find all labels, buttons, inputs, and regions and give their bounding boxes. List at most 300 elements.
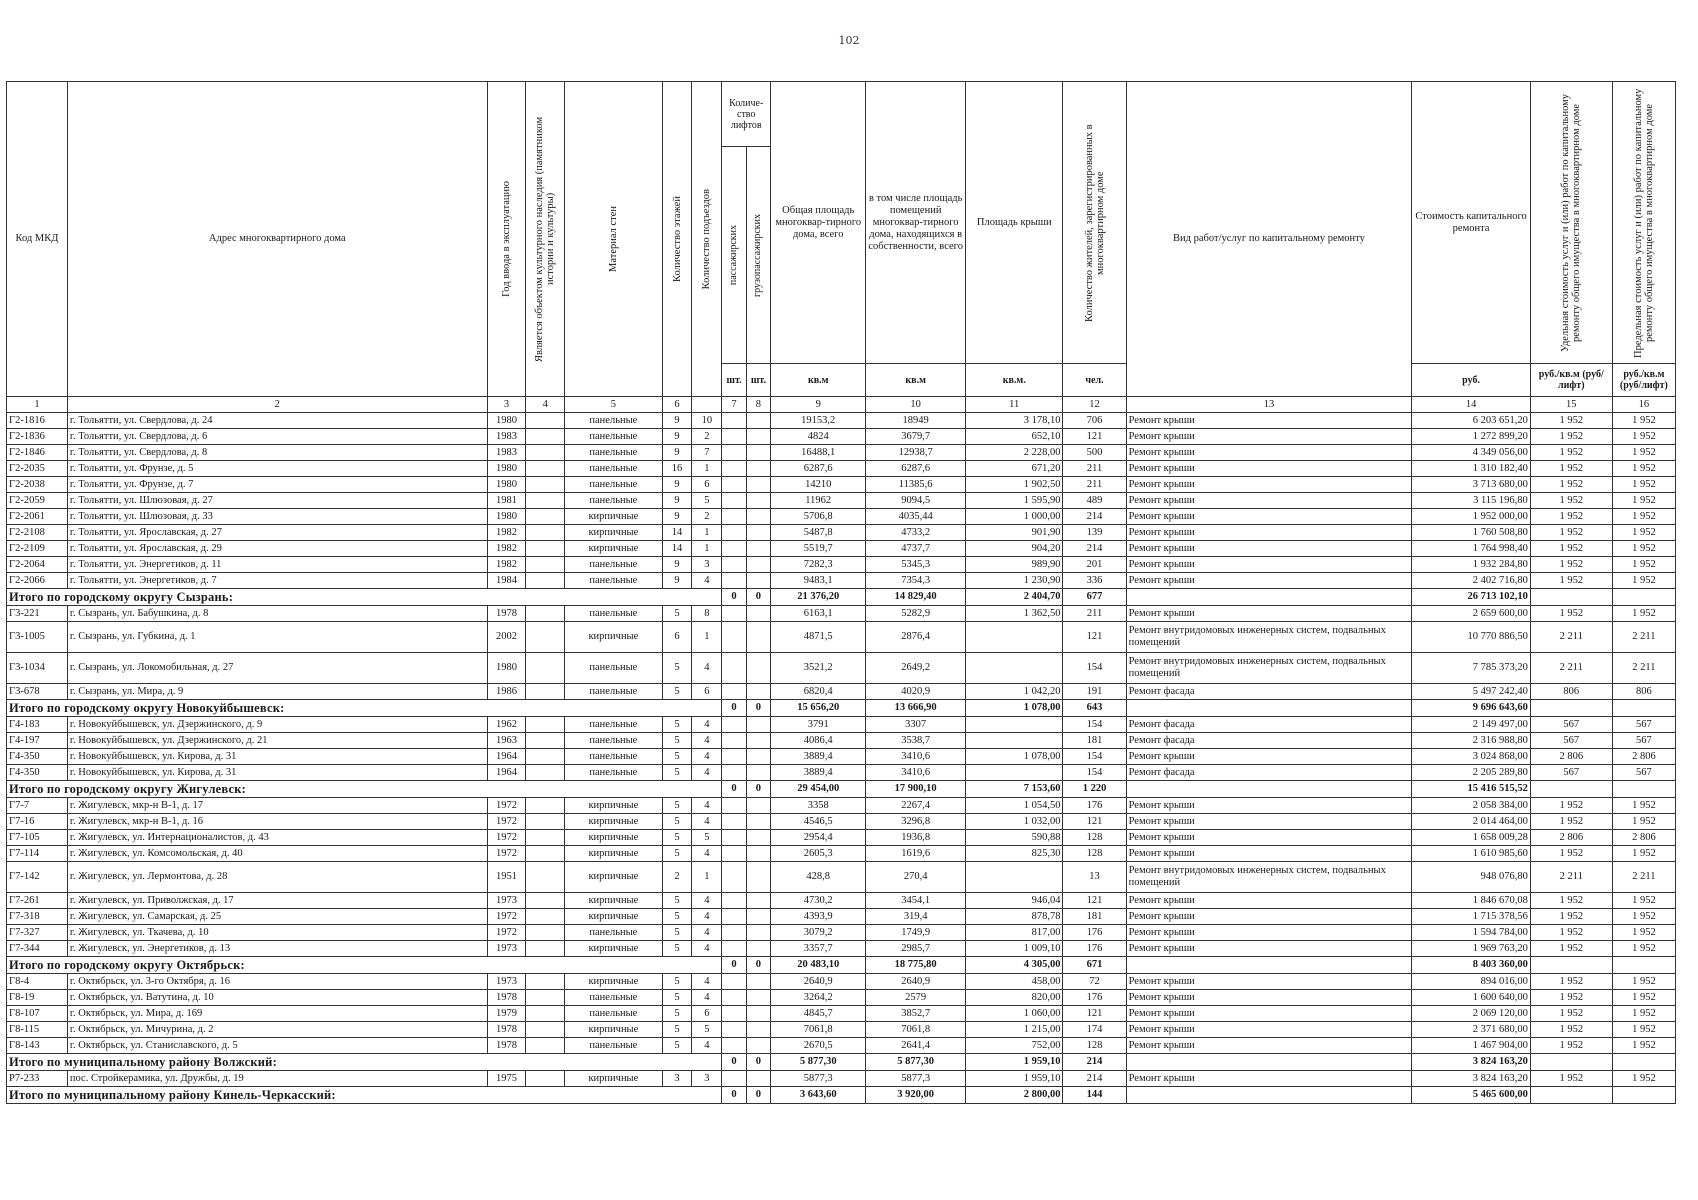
table-cell: 7 785 373,20	[1412, 653, 1531, 684]
table-cell: Г2-1836	[7, 429, 68, 445]
table-cell: Г8-115	[7, 1022, 68, 1038]
table-cell: Г2-2035	[7, 461, 68, 477]
table-cell: Г3-221	[7, 606, 68, 622]
table-cell: 3 178,10	[966, 413, 1063, 429]
table-cell: 1972	[487, 909, 526, 925]
table-cell	[722, 990, 746, 1006]
table-row	[7, 653, 1676, 684]
header-roof-area: Площадь крыши	[966, 82, 1063, 364]
table-cell: 1 060,00	[966, 1006, 1063, 1022]
table-cell: 1 054,50	[966, 798, 1063, 814]
table-cell	[526, 717, 565, 733]
table-cell: 4020,9	[866, 684, 966, 700]
table-cell: Ремонт крыши	[1126, 814, 1412, 830]
subtotal-cell: 677	[1063, 589, 1126, 606]
table-cell: 214	[1063, 1071, 1126, 1087]
table-cell: Ремонт крыши	[1126, 525, 1412, 541]
table-row	[7, 684, 1676, 700]
column-number: 10	[866, 397, 966, 413]
table-cell: 4	[692, 573, 722, 589]
table-cell: панельные	[565, 1038, 662, 1054]
table-cell	[526, 941, 565, 957]
table-cell: 128	[1063, 830, 1126, 846]
table-cell	[722, 573, 746, 589]
table-cell: 1 310 182,40	[1412, 461, 1531, 477]
table-cell: 3454,1	[866, 893, 966, 909]
table-cell	[722, 909, 746, 925]
subtotal-cell: 14 829,40	[866, 589, 966, 606]
table-cell	[722, 509, 746, 525]
subtotal-cell	[1530, 957, 1612, 974]
table-cell: 3296,8	[866, 814, 966, 830]
table-cell	[722, 1038, 746, 1054]
table-cell: 336	[1063, 573, 1126, 589]
subtotal-cell: 5 877,30	[866, 1054, 966, 1071]
table-cell: 5282,9	[866, 606, 966, 622]
table-row	[7, 573, 1676, 589]
table-cell: 5	[662, 1022, 692, 1038]
table-cell	[722, 862, 746, 893]
header-max-cost: Предельная стоимость услуг и (или) работ по капитальному ремонту общего имущества в многоквартирном доме	[1612, 82, 1675, 364]
table-cell: 1 952	[1612, 893, 1675, 909]
table-cell: 1980	[487, 653, 526, 684]
table-cell: г. Тольятти, ул. Свердлова, д. 8	[67, 445, 487, 461]
table-cell	[722, 814, 746, 830]
table-cell: 5	[662, 830, 692, 846]
table-cell: 1 969 763,20	[1412, 941, 1531, 957]
table-cell: 948 076,80	[1412, 862, 1531, 893]
table-cell: 2 211	[1530, 862, 1612, 893]
header-work-type: Вид работ/услуг по капитальному ремонту	[1126, 82, 1412, 397]
unit-people: чел.	[1063, 364, 1126, 397]
table-cell	[966, 733, 1063, 749]
table-cell: г. Новокуйбышевск, ул. Кирова, д. 31	[67, 749, 487, 765]
table-row	[7, 1071, 1676, 1087]
table-cell: 7354,3	[866, 573, 966, 589]
subtotal-cell: 214	[1063, 1054, 1126, 1071]
table-cell: 14	[662, 525, 692, 541]
table-cell: 1980	[487, 509, 526, 525]
table-cell: г. Жигулевск, ул. Лермонтова, д. 28	[67, 862, 487, 893]
table-cell: 1 952	[1530, 557, 1612, 573]
table-cell: 1 952	[1612, 1038, 1675, 1054]
subtotal-cell: 2 404,70	[966, 589, 1063, 606]
table-cell	[722, 1006, 746, 1022]
table-cell: 3791	[771, 717, 866, 733]
table-cell: 3 824 163,20	[1412, 1071, 1531, 1087]
table-cell: 9483,1	[771, 573, 866, 589]
table-cell: г. Тольятти, ул. Свердлова, д. 24	[67, 413, 487, 429]
table-cell	[526, 974, 565, 990]
table-cell: Г4-183	[7, 717, 68, 733]
subtotal-cell: 643	[1063, 700, 1126, 717]
table-cell: 174	[1063, 1022, 1126, 1038]
table-cell: 1973	[487, 893, 526, 909]
table-cell: 1972	[487, 798, 526, 814]
table-row	[7, 909, 1676, 925]
table-cell: Ремонт крыши	[1126, 1006, 1412, 1022]
table-cell: г. Тольятти, ул. Ярославская, д. 29	[67, 541, 487, 557]
table-cell: 3 713 680,00	[1412, 477, 1531, 493]
table-cell	[746, 909, 770, 925]
table-cell: кирпичные	[565, 814, 662, 830]
table-cell: 1 952	[1612, 974, 1675, 990]
table-cell	[722, 941, 746, 957]
table-cell: 1 230,90	[966, 573, 1063, 589]
table-cell: Ремонт крыши	[1126, 909, 1412, 925]
table-cell: 1962	[487, 717, 526, 733]
subtotal-cell: 0	[746, 589, 770, 606]
table-cell	[722, 798, 746, 814]
table-cell: Г7-318	[7, 909, 68, 925]
table-cell: 1 952	[1612, 606, 1675, 622]
table-cell: 211	[1063, 477, 1126, 493]
table-cell: 1 952	[1612, 541, 1675, 557]
table-cell	[526, 990, 565, 1006]
table-cell: Г7-7	[7, 798, 68, 814]
table-cell: 752,00	[966, 1038, 1063, 1054]
table-cell: 5487,8	[771, 525, 866, 541]
table-cell: 5	[662, 653, 692, 684]
table-cell: 2 211	[1612, 862, 1675, 893]
table-cell: 1 952	[1530, 798, 1612, 814]
table-cell: 4737,7	[866, 541, 966, 557]
table-cell: 2876,4	[866, 622, 966, 653]
table-cell: Ремонт крыши	[1126, 541, 1412, 557]
table-cell: 5	[662, 684, 692, 700]
table-cell	[746, 525, 770, 541]
subtotal-cell: 4 305,00	[966, 957, 1063, 974]
table-cell	[722, 684, 746, 700]
table-cell: 319,4	[866, 909, 966, 925]
table-row	[7, 814, 1676, 830]
table-row	[7, 413, 1676, 429]
table-cell	[746, 1006, 770, 1022]
table-cell: г. Тольятти, ул. Свердлова, д. 6	[67, 429, 487, 445]
table-cell: Ремонт крыши	[1126, 798, 1412, 814]
table-cell: 1 846 670,08	[1412, 893, 1531, 909]
table-cell: г. Жигулевск, ул. Приволжская, д. 17	[67, 893, 487, 909]
table-cell: 2 205 289,80	[1412, 765, 1531, 781]
table-cell: 4871,5	[771, 622, 866, 653]
table-cell	[722, 1071, 746, 1087]
table-cell	[966, 717, 1063, 733]
table-cell: 1978	[487, 1022, 526, 1038]
table-cell: 72	[1063, 974, 1126, 990]
subtotal-label: Итого по городскому округу Жигулевск:	[7, 781, 722, 798]
table-cell: панельные	[565, 1006, 662, 1022]
table-cell: 9	[662, 509, 692, 525]
table-cell: 1 009,10	[966, 941, 1063, 957]
table-cell: г. Октябрьск, ул. Станиславского, д. 5	[67, 1038, 487, 1054]
table-cell	[746, 733, 770, 749]
table-row	[7, 461, 1676, 477]
table-cell: 428,8	[771, 862, 866, 893]
table-cell: 4730,2	[771, 893, 866, 909]
header-lift-cargo: грузопассажирских	[752, 213, 764, 297]
subtotal-cell: 18 775,80	[866, 957, 966, 974]
table-cell: 2670,5	[771, 1038, 866, 1054]
table-cell: 1 000,00	[966, 509, 1063, 525]
table-cell: Г8-107	[7, 1006, 68, 1022]
table-cell: 211	[1063, 606, 1126, 622]
table-cell: 121	[1063, 814, 1126, 830]
table-cell: 7282,3	[771, 557, 866, 573]
table-cell: Ремонт фасада	[1126, 765, 1412, 781]
table-cell	[722, 493, 746, 509]
subtotal-cell: 3 920,00	[866, 1087, 966, 1104]
table-cell	[746, 429, 770, 445]
table-cell	[526, 846, 565, 862]
table-cell: 1 715 378,56	[1412, 909, 1531, 925]
unit-rate-15: руб./кв.м (руб/лифт)	[1530, 364, 1612, 397]
table-cell: 11385,6	[866, 477, 966, 493]
table-cell: кирпичные	[565, 798, 662, 814]
table-cell: 2 211	[1612, 622, 1675, 653]
table-cell: 2 806	[1530, 830, 1612, 846]
table-cell: 3264,2	[771, 990, 866, 1006]
table-cell: 2 806	[1530, 749, 1612, 765]
table-cell: 1 362,50	[966, 606, 1063, 622]
column-number: 9	[771, 397, 866, 413]
table-cell	[526, 1071, 565, 1087]
table-cell	[966, 622, 1063, 653]
table-cell	[746, 509, 770, 525]
table-cell: 3889,4	[771, 765, 866, 781]
table-cell: 2 211	[1612, 653, 1675, 684]
table-cell: Г7-344	[7, 941, 68, 957]
table-cell: кирпичные	[565, 509, 662, 525]
subtotal-cell	[1126, 589, 1412, 606]
table-cell: 3410,6	[866, 749, 966, 765]
table-cell	[746, 717, 770, 733]
table-cell: 4	[692, 846, 722, 862]
table-cell: 13	[1063, 862, 1126, 893]
table-cell	[722, 541, 746, 557]
table-cell: 1 952	[1612, 429, 1675, 445]
table-cell: 5	[662, 717, 692, 733]
header-wall: Материал стен	[565, 82, 662, 397]
table-cell: 567	[1612, 717, 1675, 733]
column-number: 8	[746, 397, 770, 413]
table-cell	[526, 749, 565, 765]
table-cell: 878,78	[966, 909, 1063, 925]
table-cell: 9	[662, 477, 692, 493]
table-cell	[526, 557, 565, 573]
table-cell: 1 959,10	[966, 1071, 1063, 1087]
table-cell: Г2-1816	[7, 413, 68, 429]
table-cell: 4546,5	[771, 814, 866, 830]
table-cell: панельные	[565, 429, 662, 445]
subtotal-cell: 20 483,10	[771, 957, 866, 974]
table-cell: 2 371 680,00	[1412, 1022, 1531, 1038]
subtotal-cell	[1126, 781, 1412, 798]
column-number: 4	[526, 397, 565, 413]
table-cell: 3307	[866, 717, 966, 733]
table-cell: кирпичные	[565, 893, 662, 909]
unit-area-11: кв.м.	[966, 364, 1063, 397]
table-cell: Ремонт внутридомовых инженерных систем, подвальных помещений	[1126, 653, 1412, 684]
table-cell: 1 952	[1612, 445, 1675, 461]
table-cell: г. Жигулевск, мкр-н В-1, д. 16	[67, 814, 487, 830]
table-cell	[746, 653, 770, 684]
table-cell: 6163,1	[771, 606, 866, 622]
table-cell: 1 952	[1530, 846, 1612, 862]
table-cell	[746, 814, 770, 830]
table-cell: 139	[1063, 525, 1126, 541]
table-cell: 121	[1063, 622, 1126, 653]
table-cell: 4	[692, 974, 722, 990]
table-cell: 1980	[487, 477, 526, 493]
table-cell: 1980	[487, 413, 526, 429]
table-cell: 2 069 120,00	[1412, 1006, 1531, 1022]
table-cell: 1964	[487, 765, 526, 781]
table-cell	[722, 830, 746, 846]
table-row	[7, 493, 1676, 509]
table-cell: 1981	[487, 493, 526, 509]
table-cell: Г3-1005	[7, 622, 68, 653]
subtotal-cell: 1 078,00	[966, 700, 1063, 717]
table-cell	[526, 909, 565, 925]
table-cell: 1	[692, 862, 722, 893]
table-cell: 1	[692, 622, 722, 653]
header-heritage: Является объектом культурного наследия (памятником истории и культуры)	[526, 82, 565, 397]
subtotal-cell: 9 696 643,60	[1412, 700, 1531, 717]
table-cell	[526, 653, 565, 684]
table-cell: 2 659 600,00	[1412, 606, 1531, 622]
table-cell: 2267,4	[866, 798, 966, 814]
table-cell: 1 952	[1612, 509, 1675, 525]
table-cell	[526, 461, 565, 477]
table-cell: г. Тольятти, ул. Ярославская, д. 27	[67, 525, 487, 541]
table-cell: 121	[1063, 893, 1126, 909]
table-cell: г. Жигулевск, ул. Интернационалистов, д. 43	[67, 830, 487, 846]
table-cell: 1619,6	[866, 846, 966, 862]
table-cell: 1951	[487, 862, 526, 893]
table-cell: 1 952	[1612, 941, 1675, 957]
table-cell: 946,04	[966, 893, 1063, 909]
table-cell	[526, 1006, 565, 1022]
table-cell: 1 952	[1530, 606, 1612, 622]
table-cell: 1 952	[1612, 1022, 1675, 1038]
table-cell: панельные	[565, 733, 662, 749]
table-cell	[526, 1038, 565, 1054]
table-cell: Г2-2038	[7, 477, 68, 493]
table-cell	[966, 862, 1063, 893]
table-cell: 3358	[771, 798, 866, 814]
table-cell	[526, 1022, 565, 1038]
table-cell	[526, 606, 565, 622]
table-cell	[746, 1071, 770, 1087]
table-cell: Г3-678	[7, 684, 68, 700]
table-row	[7, 477, 1676, 493]
table-cell: г. Новокуйбышевск, ул. Дзержинского, д. 21	[67, 733, 487, 749]
table-cell: Ремонт крыши	[1126, 445, 1412, 461]
table-cell: 5	[692, 830, 722, 846]
table-cell: 817,00	[966, 925, 1063, 941]
table-cell	[526, 477, 565, 493]
table-cell	[746, 1038, 770, 1054]
table-cell: 2954,4	[771, 830, 866, 846]
subtotal-cell	[1612, 1054, 1675, 1071]
table-cell	[746, 606, 770, 622]
table-cell: кирпичные	[565, 830, 662, 846]
table-cell: 4	[692, 893, 722, 909]
table-cell: 1973	[487, 941, 526, 957]
table-cell: 1983	[487, 429, 526, 445]
subtotal-cell: 7 153,60	[966, 781, 1063, 798]
table-cell: 5345,3	[866, 557, 966, 573]
table-cell: панельные	[565, 653, 662, 684]
table-cell: 567	[1612, 733, 1675, 749]
table-cell: Г8-143	[7, 1038, 68, 1054]
table-cell: панельные	[565, 990, 662, 1006]
column-number: 7	[722, 397, 746, 413]
subtotal-cell: 0	[746, 1054, 770, 1071]
table-cell	[746, 413, 770, 429]
table-row	[7, 445, 1676, 461]
table-cell: Ремонт крыши	[1126, 830, 1412, 846]
table-cell: Г7-105	[7, 830, 68, 846]
table-cell	[722, 413, 746, 429]
table-cell: кирпичные	[565, 909, 662, 925]
subtotal-cell: 0	[746, 700, 770, 717]
table-cell: панельные	[565, 557, 662, 573]
subtotal-cell: 29 454,00	[771, 781, 866, 798]
table-cell: Г7-142	[7, 862, 68, 893]
table-cell	[722, 733, 746, 749]
table-cell: 9	[662, 445, 692, 461]
table-cell: 4 349 056,00	[1412, 445, 1531, 461]
table-cell: 2 806	[1612, 749, 1675, 765]
table-cell: г. Тольятти, ул. Шлюзовая, д. 33	[67, 509, 487, 525]
table-cell	[526, 413, 565, 429]
table-cell: 1 764 998,40	[1412, 541, 1531, 557]
table-cell: 14	[662, 541, 692, 557]
table-cell: Ремонт крыши	[1126, 493, 1412, 509]
unit-lift-2: шт.	[746, 364, 770, 397]
table-cell: 5	[662, 893, 692, 909]
table-cell: панельные	[565, 925, 662, 941]
table-cell: Ремонт крыши	[1126, 573, 1412, 589]
table-cell: 3079,2	[771, 925, 866, 941]
subtotal-cell	[1612, 957, 1675, 974]
table-cell: 1 952	[1530, 909, 1612, 925]
table-cell	[722, 925, 746, 941]
table-cell	[526, 622, 565, 653]
table-cell: 1 952	[1612, 557, 1675, 573]
subtotal-row	[7, 1054, 1676, 1071]
table-cell: 2 014 464,00	[1412, 814, 1531, 830]
table-cell: 2 806	[1612, 830, 1675, 846]
table-cell: г. Октябрьск, ул. Мичурина, д. 2	[67, 1022, 487, 1038]
table-cell: 1 952	[1530, 941, 1612, 957]
table-cell: 154	[1063, 765, 1126, 781]
table-cell: 1 952	[1612, 1071, 1675, 1087]
table-cell: 4	[692, 717, 722, 733]
table-cell: панельные	[565, 413, 662, 429]
subtotal-cell: 671	[1063, 957, 1126, 974]
subtotal-cell: 0	[746, 957, 770, 974]
table-cell: 9	[662, 573, 692, 589]
table-cell	[526, 684, 565, 700]
table-cell: 989,90	[966, 557, 1063, 573]
column-number: 16	[1612, 397, 1675, 413]
table-cell: г. Тольятти, ул. Фрунзе, д. 7	[67, 477, 487, 493]
table-cell	[746, 461, 770, 477]
subtotal-cell	[1530, 1054, 1612, 1071]
table-cell	[526, 445, 565, 461]
